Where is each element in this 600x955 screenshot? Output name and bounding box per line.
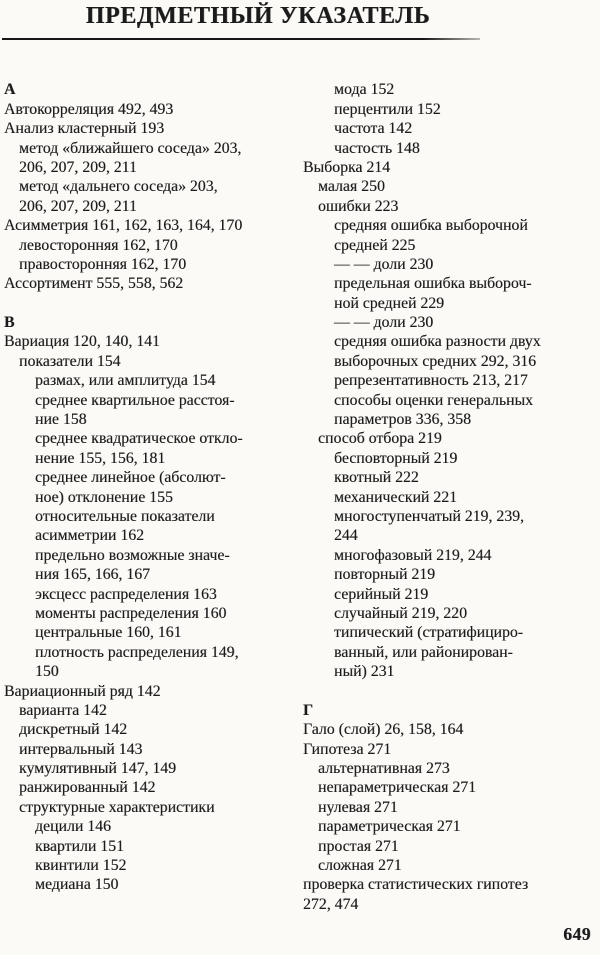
index-line: Ассортимент 555, 558, 562 (4, 275, 184, 293)
index-line: моменты распределения 160 (35, 604, 227, 622)
index-line: способ отбора 219 (318, 430, 442, 448)
index-line: серийный 219 (334, 585, 429, 603)
index-line: 206, 207, 209, 211 (19, 158, 137, 176)
index-line: Гало (слой) 26, 158, 164 (303, 721, 464, 739)
index-line: ранжированный 142 (19, 779, 156, 797)
index-line: левосторонняя 162, 170 (19, 236, 178, 254)
index-line: сложная 271 (318, 857, 402, 875)
index-line: метод «дальнего соседа» 203, (19, 178, 218, 196)
index-line: средней 225 (334, 236, 416, 254)
index-line: ошибки 223 (318, 197, 399, 215)
index-line: показатели 154 (19, 352, 121, 370)
index-line: средняя ошибка разности двух (334, 333, 541, 351)
index-line: Выборка 214 (303, 158, 391, 176)
index-line: размах, или амплитуда 154 (35, 372, 216, 390)
page-number: 649 (563, 924, 591, 944)
index-line: Гипотеза 271 (303, 740, 392, 758)
index-line: бесповторный 219 (334, 449, 458, 467)
index-line: Автокорреляция 492, 493 (4, 100, 174, 118)
index-line: частота 142 (334, 120, 413, 138)
index-line: параметров 336, 358 (334, 411, 471, 429)
index-line: относительные показатели (35, 507, 215, 525)
index-line: Вариация 120, 140, 141 (4, 333, 160, 351)
index-line: 150 (35, 663, 59, 681)
index-line: квинтили 152 (35, 857, 127, 875)
index-column-left (4, 80, 288, 914)
index-line: способы оценки генеральных (334, 391, 534, 409)
index-line: непараметрическая 271 (318, 779, 477, 797)
index-line: эксцесс распределения 163 (35, 585, 217, 603)
index-line: мода 152 (334, 81, 395, 99)
index-line: предельная ошибка выбороч- (334, 275, 532, 293)
index-line: среднее линейное (абсолют- (35, 469, 226, 487)
index-line: кумулятивный 147, 149 (19, 760, 177, 778)
index-line: 272, 474 (303, 895, 359, 913)
index-line: Асимметрия 161, 162, 163, 164, 170 (4, 217, 243, 235)
index-line: ное) отклонение 155 (35, 488, 173, 506)
index-line: нулевая 271 (318, 798, 398, 816)
index-line: асимметрии 162 (35, 527, 145, 545)
index-line: метод «ближайшего соседа» 203, (19, 139, 242, 157)
section-heading: Г (303, 701, 314, 719)
index-column-right (303, 80, 599, 914)
index-line: ния 165, 166, 167 (35, 566, 151, 584)
index-line: случайный 219, 220 (334, 604, 467, 622)
index-columns (0, 40, 600, 914)
index-line: многоступенчатый 219, 239, (334, 507, 524, 525)
section-heading: В (4, 314, 15, 332)
index-line: дискретный 142 (19, 721, 128, 739)
index-line: интервальный 143 (19, 740, 143, 758)
index-line: центральные 160, 161 (35, 624, 182, 642)
index-line: параметрическая 271 (318, 818, 461, 836)
index-line: ванный, или районирован- (334, 643, 513, 661)
index-line: ной средней 229 (334, 294, 445, 312)
index-line: ный) 231 (334, 663, 395, 681)
index-line: квотный 222 (334, 469, 419, 487)
index-line: проверка статистических гипотез (303, 876, 529, 894)
index-line: децили 146 (35, 818, 111, 836)
index-line: репрезентативность 213, 217 (334, 372, 528, 390)
index-line: средняя ошибка выборочной (334, 217, 528, 235)
index-line: медиана 150 (35, 876, 119, 894)
index-line: квартили 151 (35, 837, 124, 855)
index-line: плотность распределения 149, (35, 643, 239, 661)
index-line: среднее квадратическое откло- (35, 430, 243, 448)
index-line: механический 221 (334, 488, 457, 506)
index-line: частость 148 (334, 139, 420, 157)
index-line: правосторонняя 162, 170 (19, 255, 187, 273)
index-line: 206, 207, 209, 211 (19, 197, 137, 215)
index-line: простая 271 (318, 837, 399, 855)
index-line: малая 250 (318, 178, 385, 196)
index-line: среднее квартильное расстоя- (35, 391, 235, 409)
index-line: повторный 219 (334, 566, 436, 584)
index-line: варианта 142 (19, 701, 107, 719)
index-line: выборочных средних 292, 316 (334, 352, 537, 370)
index-line: — — доли 230 (334, 255, 434, 273)
index-line: структурные характеристики (19, 798, 215, 816)
index-line: нение 155, 156, 181 (35, 449, 166, 467)
index-line: — — доли 230 (334, 314, 434, 332)
index-line: Анализ кластерный 193 (4, 120, 165, 138)
index-line: ние 158 (35, 411, 87, 429)
page-title: ПРЕДМЕТНЫЙ УКАЗАТЕЛЬ (85, 3, 431, 29)
index-line: предельно возможные значе- (35, 546, 230, 564)
index-line: перцентили 152 (334, 100, 441, 118)
title-block (0, 0, 600, 30)
index-line: Вариационный ряд 142 (4, 682, 161, 700)
section-heading: А (4, 81, 16, 99)
index-line: альтернативная 273 (318, 760, 450, 778)
index-line: 244 (334, 527, 358, 545)
index-line: типический (стратифициро- (334, 624, 524, 642)
index-line: многофазовый 219, 244 (334, 546, 492, 564)
